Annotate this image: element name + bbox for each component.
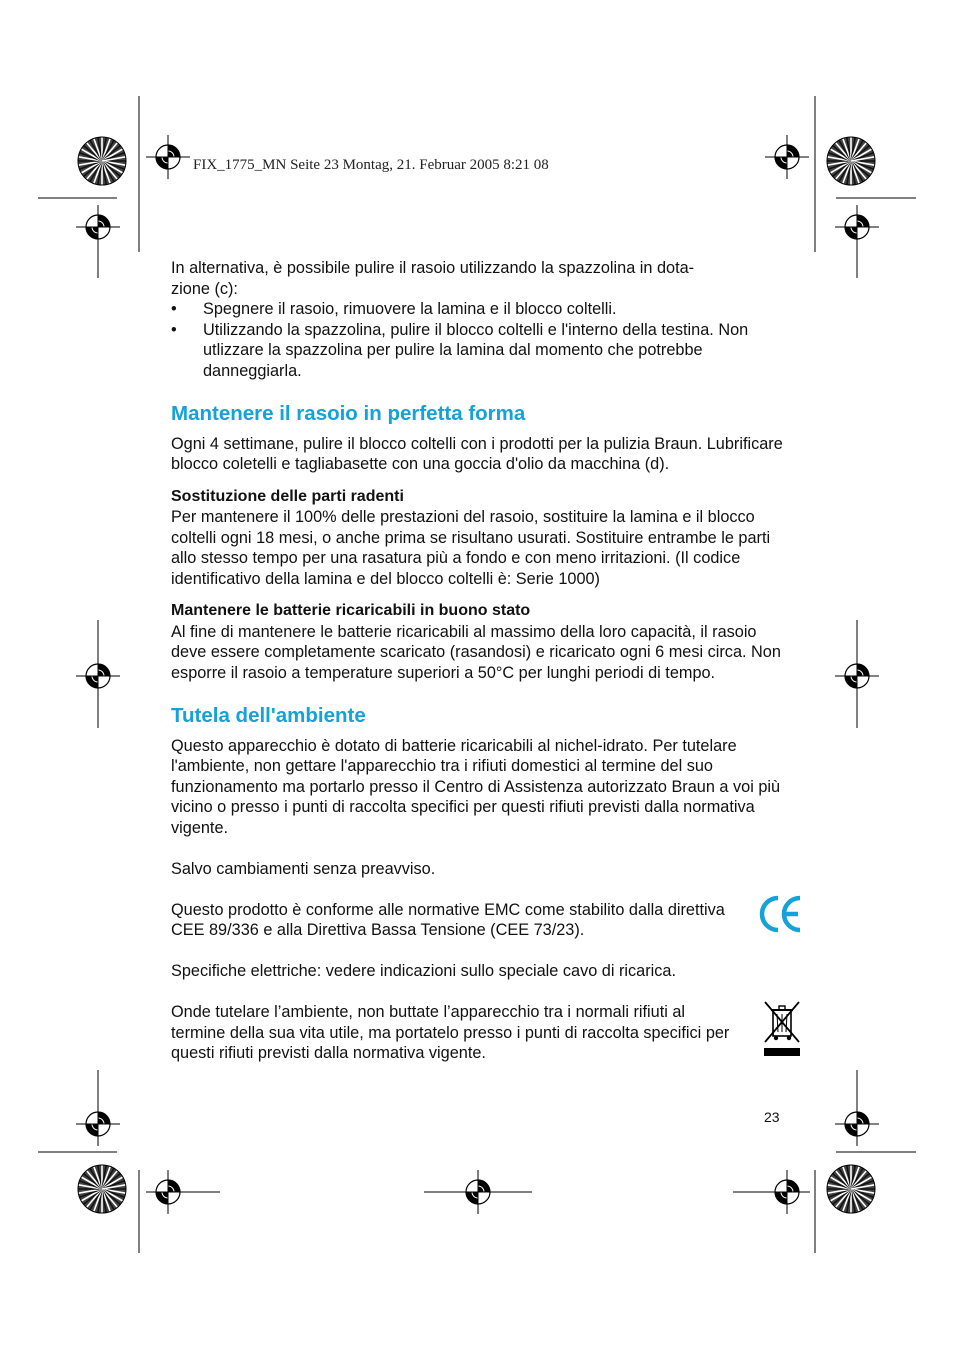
environment-paragraph: Questo apparecchio è dotato di batterie ricaricabili al nichel-idrato. Per tutelare l'ambiente, non gettare l'apparecchio tra i rifiuti domestici al termine del suo funzionamento ma portarlo presso il Centro di Assistenza autorizzato Braun a voi più vicino o presso i punti di raccolta specifici per questi rifiuti previsti dalla normativa vigente. [171,736,781,837]
replacement-paragraph: Per mantenere il 100% delle prestazioni del rasoio, sostituire la lamina e il blocco coltelli ogni 18 mesi, o anche prima se risultano usurati. Sostituire entrambe le parti allo stesso tempo per una rasatura più a fondo e con meno irritazioni. (Il codice identificativo della lamina e del blocco coltelli è: Serie 1000) [171,508,771,588]
starburst-registration-icon [78,137,126,185]
intro-paragraph: In alternativa, è possibile pulire il rasoio utilizzando la spazzolina in dota- zione (c): [171,259,695,298]
registration-mark-icon [76,205,120,249]
section-title-maintenance: Mantenere il rasoio in perfetta forma [171,401,526,425]
subheading-batteries: Mantenere le batterie ricaricabili in buono stato [171,602,531,619]
registration-mark-icon [835,1102,879,1146]
ce-mark-icon [759,894,803,934]
electrical-text: Specifiche elettriche: vedere indicazioni sullo speciale cavo di ricarica. [171,962,676,980]
emc-text: Questo prodotto è conforme alle normative EMC come stabilito dalla direttiva CEE 89/336 e alla Direttiva Bassa Tensione (CEE 73/23). [171,900,725,939]
registration-mark-icon [146,135,190,179]
starburst-registration-icon [78,1165,126,1213]
list-item: • Spegnere il rasoio, rimuovere la lamina e il blocco coltelli. [171,300,617,318]
starburst-registration-icon [827,1165,875,1213]
subheading-replacement: Sostituzione delle parti radenti [171,487,404,505]
crossed-bin-icon [761,1000,803,1058]
print-header: FIX_1775_MN Seite 23 Montag, 21. Februar 2005 8:21 08 [193,157,549,173]
intro-bullet-list [171,299,791,381]
registration-mark-icon [76,1102,120,1146]
page-content [171,258,791,1064]
page-number: 23 [764,1109,780,1125]
starburst-registration-icon [827,137,875,185]
notice-text: Salvo cambiamenti senza preavviso. [171,859,436,878]
disposal-text: Onde tutelare l’ambiente, non buttate l’apparecchio tra i normali rifiuti al termine della sua vita utile, ma portatelo presso i punti di raccolta specifici per questi rifiuti previsti dalla normativa vigente. [171,1003,730,1062]
maintenance-paragraph: Ogni 4 settimane, pulire il blocco coltelli con i prodotti per la pulizia Braun. Lubrificare blocco coletelli e tagliabasette con una goccia d'olio da macchina (d). [171,434,783,473]
list-item: • Utilizzando la spazzolina, pulire il blocco coltelli e l'interno della testina. Non utlizzare la spazzolina per pulire la lamina dal momento che potrebbe danneggiarla. [171,320,749,380]
disposal-block [171,1002,791,1064]
emc-block [171,900,791,941]
registration-mark-icon [765,135,809,179]
batteries-paragraph: Al fine di mantenere le batterie ricaricabili al massimo della loro capacità, il rasoio deve essere completamente scaricato (rasandosi) e ricaricato ogni 6 mesi circa. Non esporre il rasoio a temperature superiori a 50°C per lunghi periodi di tempo. [171,622,781,682]
registration-mark-icon [835,205,879,249]
section-title-environment: Tutela dell'ambiente [171,703,366,727]
